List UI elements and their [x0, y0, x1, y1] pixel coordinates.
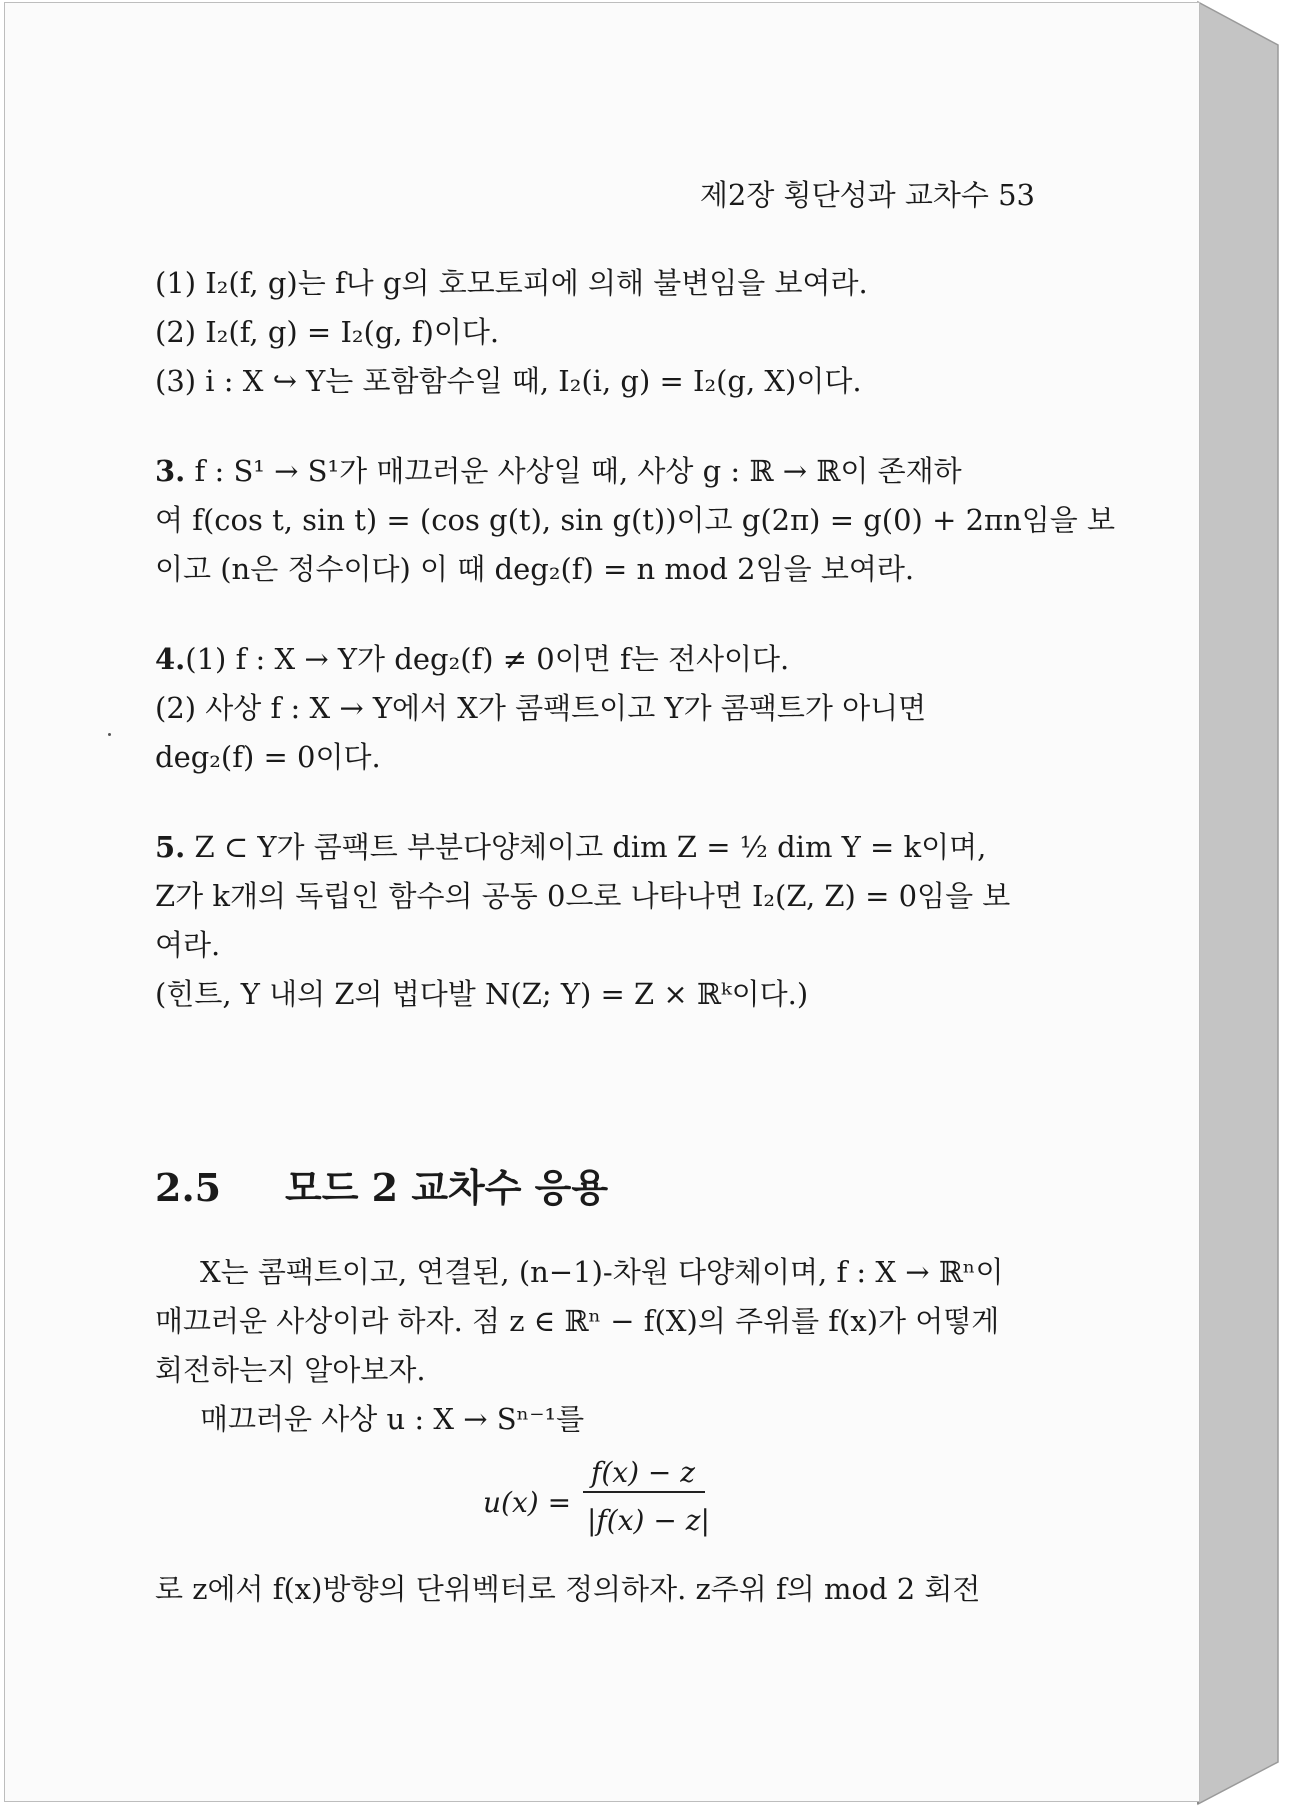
problem-line: (2) I₂(f, g) = I₂(g, f)이다. — [155, 315, 500, 349]
fraction-bar — [583, 1491, 705, 1493]
body-line: X는 콤팩트이고, 연결된, (n−1)-차원 다양체이며, f : X → ℝⁿ이 — [200, 1255, 1004, 1289]
ink-speck — [108, 733, 111, 736]
section-number: 2.5 — [155, 1165, 222, 1210]
section-title: 모드 2 교차수 응용 — [285, 1165, 609, 1210]
problem-4-line-1 — [155, 635, 789, 684]
problem-3-line-2: 여 f(cos t, sin t) = (cos g(t), sin g(t))이고 g(2π) = g(0) + 2πn임을 보 — [155, 503, 1116, 537]
body-line: 매끄러운 사상 u : X → Sⁿ⁻¹를 — [200, 1402, 585, 1436]
problem-5-line-2: Z가 k개의 독립인 함수의 공동 0으로 나타나면 I₂(Z, Z) = 0임을 보 — [155, 879, 1011, 913]
problem-5-line-3: 여라. — [155, 928, 221, 962]
problem-number: 4. — [155, 642, 186, 676]
problem-number: 5. — [155, 830, 186, 864]
problem-text: f : S¹ → S¹가 매끄러운 사상일 때, 사상 g : ℝ → ℝ이 존재하 — [194, 454, 962, 488]
running-head: 제2장 횡단성과 교차수 53 — [699, 178, 1035, 212]
problem-3-line-1 — [155, 447, 962, 496]
equation-denominator: |f(x) − z| — [587, 1504, 710, 1537]
problem-number: 3. — [155, 454, 186, 488]
equation-lhs: u(x) = — [483, 1486, 572, 1519]
body-line: 회전하는지 알아보자. — [155, 1353, 426, 1387]
problem-text: (1) f : X → Y가 deg₂(f) ≠ 0이면 f는 전사이다. — [185, 642, 790, 676]
problem-5-line-1 — [155, 823, 986, 872]
problem-text: Z ⊂ Y가 콤팩트 부분다양체이고 dim Z = ½ dim Y = k이며, — [194, 830, 987, 864]
problem-line: (1) I₂(f, g)는 f나 g의 호모토피에 의해 불변임을 보여라. — [155, 266, 868, 300]
problem-5-hint: (힌트, Y 내의 Z의 법다발 N(Z; Y) = Z × ℝᵏ이다.) — [155, 977, 809, 1011]
book-page — [4, 2, 1200, 1802]
body-line: 로 z에서 f(x)방향의 단위벡터로 정의하자. z주위 f의 mod 2 회전 — [155, 1572, 981, 1606]
problem-4-line-3: deg₂(f) = 0이다. — [155, 740, 381, 774]
problem-line: (3) i : X ↪ Y는 포함함수일 때, I₂(i, g) = I₂(g, X)이다. — [155, 364, 862, 398]
problem-3-line-3: 이고 (n은 정수이다) 이 때 deg₂(f) = n mod 2임을 보여라. — [155, 552, 915, 586]
problem-4-line-2: (2) 사상 f : X → Y에서 X가 콤팩트이고 Y가 콤팩트가 아니면 — [155, 691, 927, 725]
display-equation — [483, 1448, 743, 1558]
body-line: 매끄러운 사상이라 하자. 점 z ∈ ℝⁿ − f(X)의 주위를 f(x)가 어떻게 — [155, 1304, 1000, 1338]
equation-numerator: f(x) − z — [591, 1456, 696, 1489]
